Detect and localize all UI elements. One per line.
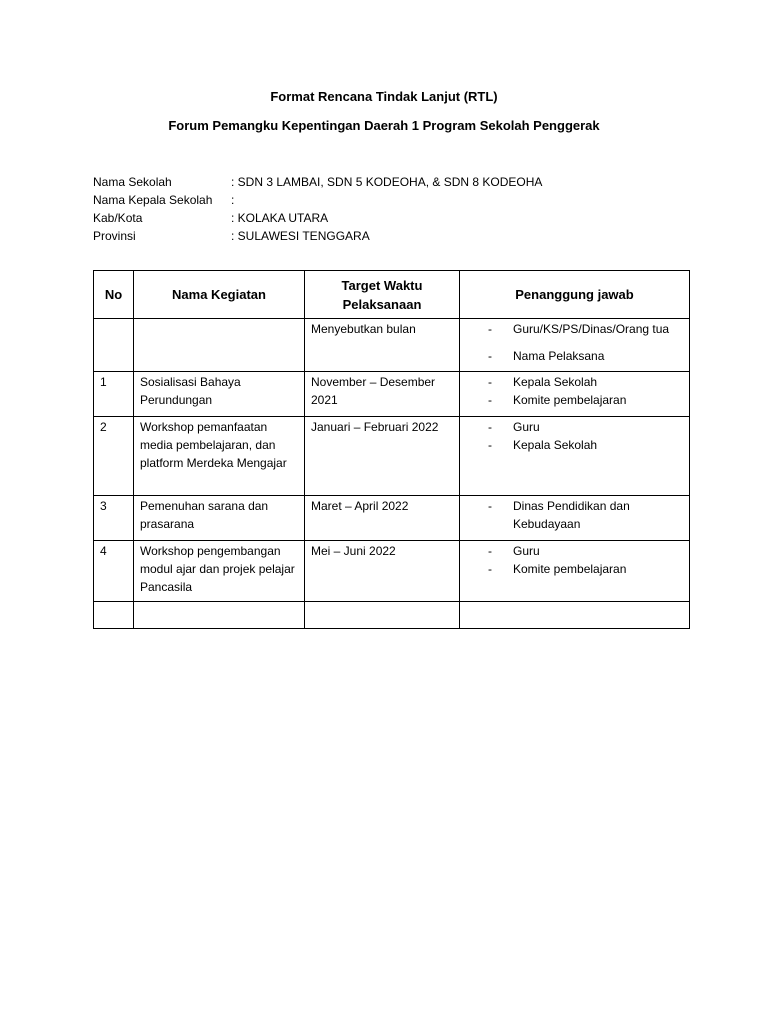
cell-kegiatan-text: Workshop pengembangan modul ajar dan projek pelajar Pancasila [140,544,295,594]
cell-no-text: 2 [100,420,107,434]
cell-empty [134,602,305,629]
school-info [93,173,542,245]
cell-no [94,541,134,602]
document-subtitle: Forum Pemangku Kepentingan Daerah 1 Program Sekolah Penggerak [168,118,600,133]
cell-target [305,541,460,602]
cell-pj [460,417,690,496]
table-row-empty [94,602,690,629]
info-label: Nama Kepala Sekolah [93,193,213,207]
document-title: Format Rencana Tindak Lanjut (RTL) [270,89,498,104]
pj-list [460,319,689,365]
header-target-waktu: Target Waktu Pelaksanaan [305,271,460,319]
table-row [94,541,690,602]
cell-no-text: 3 [100,499,107,513]
cell-target-text: November – Desember 2021 [311,375,436,407]
table-header-row [94,271,690,319]
info-value: : SULAWESI TENGGARA [231,229,370,243]
info-row-nama-sekolah [93,173,542,191]
cell-pj [460,496,690,541]
cell-empty [94,602,134,629]
cell-kegiatan [134,541,305,602]
cell-kegiatan [134,496,305,541]
pj-item: - Kepala Sekolah [488,373,685,391]
cell-pj [460,541,690,602]
cell-kegiatan [134,417,305,496]
cell-empty [460,602,690,629]
cell-kegiatan-text [134,319,304,320]
pj-item: - Nama Pelaksana [488,347,685,365]
cell-empty [305,602,460,629]
cell-target [305,496,460,541]
pj-item: - Komite pembelajaran [488,560,685,578]
info-value: : KOLAKA UTARA [231,211,329,225]
cell-target-text: Menyebutkan bulan [311,322,416,336]
cell-no-text: 1 [100,375,107,389]
table-row [94,372,690,417]
header-no: No [94,271,134,319]
header-penanggung-jawab: Penanggung jawab [460,271,690,319]
pj-item: - Guru/KS/PS/Dinas/Orang tua [488,320,685,338]
cell-kegiatan [134,319,305,372]
cell-kegiatan-text: Pemenuhan sarana dan prasarana [140,499,269,531]
info-label: Kab/Kota [93,211,143,225]
info-label: Provinsi [93,229,136,243]
cell-no [94,372,134,417]
pj-list [460,496,689,533]
info-row-provinsi [93,227,542,245]
info-row-kab-kota [93,209,542,227]
cell-target-text: Mei – Juni 2022 [311,544,396,558]
cell-target [305,372,460,417]
info-value: : SDN 3 LAMBAI, SDN 5 KODEOHA, & SDN 8 KODEOHA [231,175,543,189]
pj-item: - Guru [488,542,685,560]
cell-kegiatan-text: Sosialisasi Bahaya Perundungan [140,375,241,407]
rtl-table [93,270,690,629]
cell-target [305,319,460,372]
cell-no-text: 4 [100,544,107,558]
info-label: Nama Sekolah [93,175,172,189]
pj-item: - Kepala Sekolah [488,436,685,454]
header-nama-kegiatan: Nama Kegiatan [134,271,305,319]
cell-pj [460,372,690,417]
cell-no [94,417,134,496]
cell-no [94,319,134,372]
info-row-nama-kepala-sekolah [93,191,542,209]
cell-kegiatan [134,372,305,417]
pj-list [460,541,689,578]
table-row [94,496,690,541]
cell-target-text: Maret – April 2022 [311,499,409,513]
pj-item: - Komite pembelajaran [488,391,685,409]
cell-target-text: Januari – Februari 2022 [311,420,439,434]
pj-item: - Dinas Pendidikan dan Kebudayaan [488,497,685,533]
table-row-example [94,319,690,372]
pj-item: - Guru [488,418,685,436]
cell-no-text [94,319,133,320]
cell-pj [460,319,690,372]
info-value: : [231,193,235,207]
cell-no [94,496,134,541]
pj-list [460,417,689,454]
table-row [94,417,690,496]
cell-kegiatan-text: Workshop pemanfaatan media pembelajaran, dan platform Merdeka Mengajar [140,420,287,470]
pj-list [460,372,689,409]
cell-target [305,417,460,496]
